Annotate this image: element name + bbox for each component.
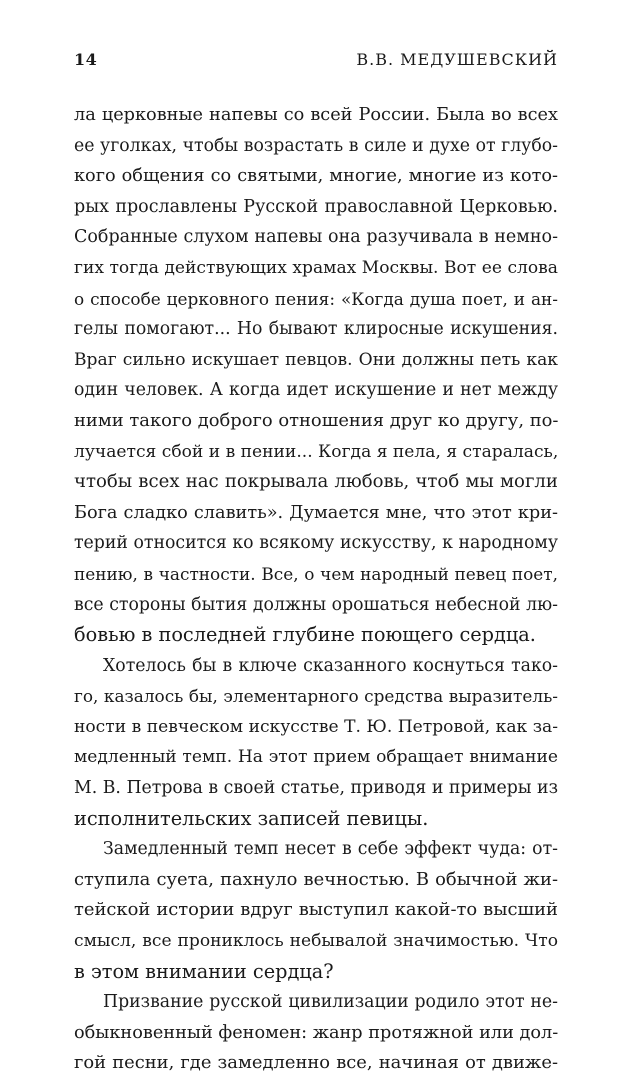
body-text bbox=[74, 100, 558, 1079]
text-line: гелы помогают... Но бывают клиросные искушения. bbox=[74, 319, 558, 340]
text-line: го, казалось бы, элементарного средства выразитель- bbox=[74, 686, 558, 707]
paragraph bbox=[74, 834, 558, 987]
text-line: ности в певческом искусстве Т. Ю. Петровой, как за- bbox=[74, 716, 558, 737]
text-line: терий относится ко всякому искусству, к народному bbox=[74, 533, 558, 554]
text-line: Замедленный темп несет в себе эффект чуда: от- bbox=[103, 839, 558, 860]
text-line: кого общения со святыми, многие, многие из кото- bbox=[74, 166, 558, 187]
paragraph bbox=[74, 651, 558, 835]
text-line: ла церковные напевы со всей России. Была во всех bbox=[74, 105, 558, 125]
page-number: 14 bbox=[74, 50, 98, 69]
paragraph bbox=[74, 100, 558, 651]
running-head bbox=[74, 50, 558, 69]
text-line: о способе церковного пения: «Когда душа поет, и ан- bbox=[74, 288, 558, 309]
running-head-author: В.В. МЕДУШЕВСКИЙ bbox=[356, 50, 558, 69]
text-line: Хотелось бы в ключе сказанного коснуться тако- bbox=[103, 655, 558, 676]
text-line: ее уголках, чтобы возрастать в силе и духе от глубо- bbox=[74, 135, 558, 156]
text-line: пению, в частности. Все, о чем народный певец поет, bbox=[74, 563, 558, 584]
text-line: бовью в последней глубине поющего сердца. bbox=[74, 623, 536, 647]
text-line: Собранные слухом напевы она разучивала в немно- bbox=[74, 227, 558, 248]
text-line: Призвание русской цивилизации родило этот не- bbox=[103, 992, 558, 1013]
text-line: ними такого доброго отношения друг ко другу, по- bbox=[74, 409, 559, 431]
text-line: ступила суета, пахнуло вечностью. В обычной жи- bbox=[74, 868, 558, 890]
text-line: чтобы всех нас покрывала любовь, чтоб мы могли bbox=[74, 471, 558, 493]
text-line: М. В. Петрова в своей статье, приводя и примеры из bbox=[74, 778, 558, 799]
text-line: обыкновенный феномен: жанр протяжной или дол- bbox=[74, 1022, 559, 1043]
text-line: Враг сильно искушает певцов. Они должны петь как bbox=[74, 349, 558, 370]
text-line: смысл, все прониклось небывалой значимостью. Что bbox=[74, 931, 558, 952]
text-line: исполнительских записей певицы. bbox=[74, 806, 429, 830]
text-line: Бога сладко славить». Думается мне, что этот кри- bbox=[74, 502, 558, 523]
text-line: в этом внимании сердца? bbox=[74, 959, 334, 983]
text-line: гих тогда действующих храмах Москвы. Вот ее слова bbox=[74, 257, 558, 278]
text-line: лучается сбой и в пении... Когда я пела, я старалась, bbox=[74, 441, 559, 462]
text-line: гой песни, где замедленно все, начиная от движе- bbox=[74, 1052, 558, 1074]
text-line: медленный темп. На этот прием обращает внимание bbox=[74, 747, 558, 768]
text-line: один человек. А когда идет искушение и нет между bbox=[74, 380, 558, 401]
text-line: все стороны бытия должны орошаться небесной лю- bbox=[74, 594, 558, 615]
text-line: рых прославлены Русской православной Церковью. bbox=[74, 196, 558, 217]
paragraph bbox=[74, 987, 558, 1079]
text-line: тейской истории вдруг выступил какой-то высший bbox=[74, 899, 558, 921]
